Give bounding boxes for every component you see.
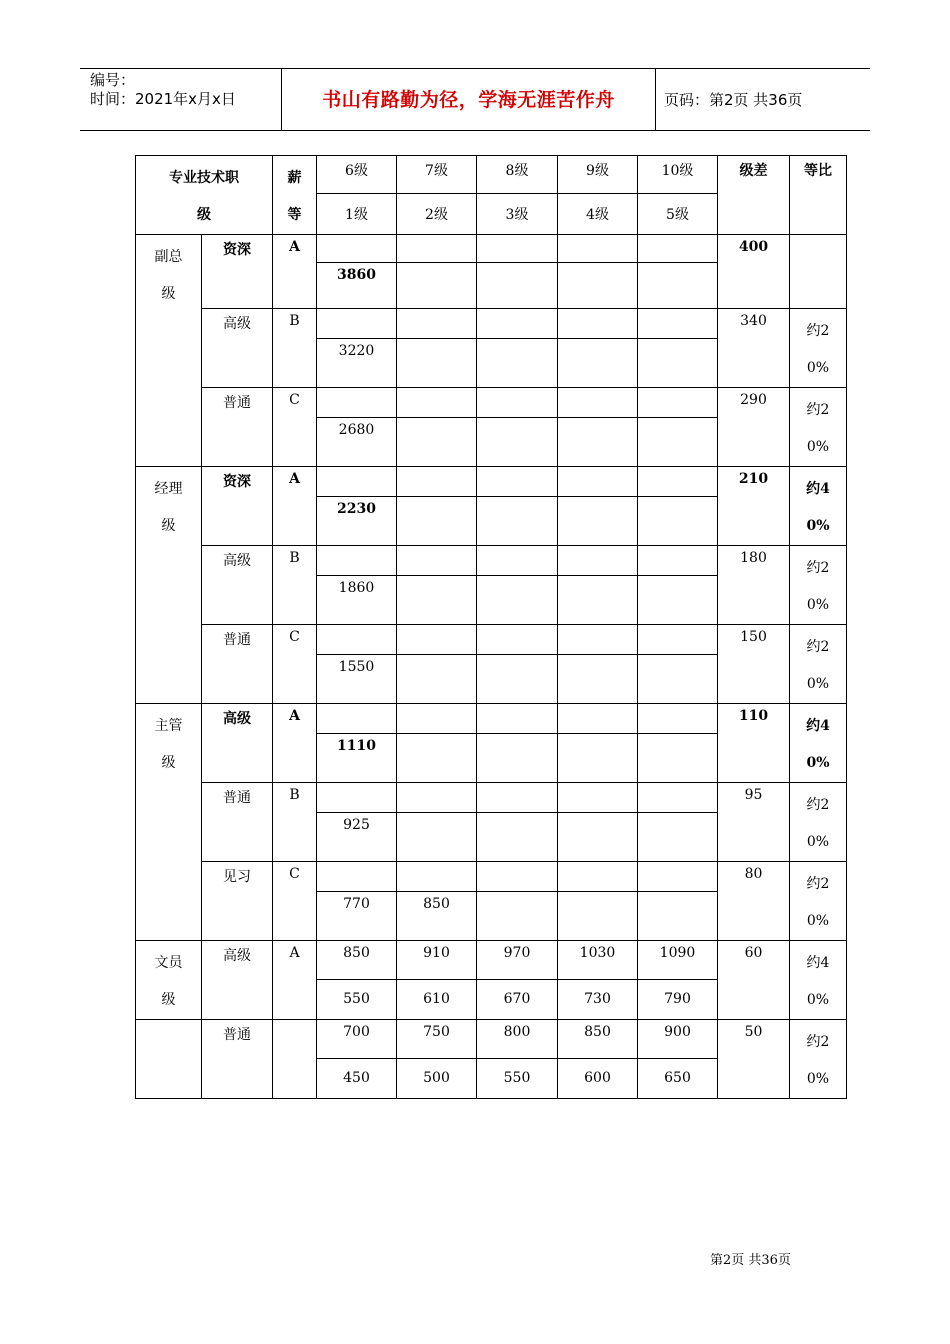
salary-value [477, 235, 558, 263]
grade-ratio-text: 约20% [806, 402, 830, 455]
header-divider [655, 69, 656, 130]
salary-value [317, 546, 397, 576]
salary-value [558, 388, 638, 418]
salary-value [558, 263, 638, 309]
pay-grade: C [273, 862, 317, 941]
salary-value [638, 891, 718, 940]
header-level-bottom: 1级 [317, 194, 397, 235]
grade-diff: 110 [718, 704, 790, 783]
salary-value: 850 [397, 891, 477, 940]
salary-value [317, 862, 397, 892]
header-diff: 级差 [718, 156, 790, 235]
header-level-top: 8级 [477, 156, 558, 194]
salary-value [397, 783, 477, 813]
sub-grade: 高级 [202, 941, 273, 1020]
pay-grade: A [273, 235, 317, 309]
salary-value [397, 546, 477, 576]
salary-value: 1110 [317, 733, 397, 782]
header-level-bottom: 3级 [477, 194, 558, 235]
salary-value: 700 [317, 1020, 397, 1059]
salary-value [638, 417, 718, 466]
salary-value [477, 388, 558, 418]
salary-value [558, 783, 638, 813]
salary-value [477, 812, 558, 861]
header-level-top: 6级 [317, 156, 397, 194]
salary-value: 600 [558, 1058, 638, 1098]
sub-grade: 高级 [202, 546, 273, 625]
salary-table [135, 155, 847, 1099]
salary-value [558, 654, 638, 703]
salary-value [638, 546, 718, 576]
salary-value [638, 862, 718, 892]
salary-value [477, 546, 558, 576]
salary-value [477, 575, 558, 624]
salary-value [638, 575, 718, 624]
grade-ratio [790, 309, 847, 388]
group-name [136, 704, 202, 941]
salary-value: 1090 [638, 941, 718, 980]
salary-value [558, 338, 638, 387]
pay-grade: C [273, 625, 317, 704]
salary-value: 1030 [558, 941, 638, 980]
grade-ratio-text: 约20% [806, 1034, 830, 1087]
table-row [136, 704, 847, 734]
sub-grade: 普通 [202, 625, 273, 704]
salary-value [397, 263, 477, 309]
salary-value [477, 891, 558, 940]
header-motto: 书山有路勤为径，学海无涯苦作舟 [322, 89, 615, 111]
sub-grade: 高级 [202, 309, 273, 388]
header-title [136, 156, 273, 235]
salary-value [477, 263, 558, 309]
sub-grade: 普通 [202, 783, 273, 862]
table-row [136, 235, 847, 263]
salary-value: 790 [638, 979, 718, 1019]
grade-diff: 290 [718, 388, 790, 467]
salary-value [397, 338, 477, 387]
salary-value [638, 338, 718, 387]
sub-grade: 资深 [202, 467, 273, 546]
salary-value [397, 575, 477, 624]
salary-value [397, 733, 477, 782]
header-page-info: 页码：第2页 共36页 [664, 91, 803, 109]
sub-grade: 见习 [202, 862, 273, 941]
salary-value [638, 467, 718, 497]
salary-value [317, 704, 397, 734]
salary-value [638, 388, 718, 418]
group-name [136, 235, 202, 467]
table-row [136, 467, 847, 497]
salary-value [477, 704, 558, 734]
salary-value [558, 733, 638, 782]
grade-diff: 50 [718, 1020, 790, 1099]
grade-ratio [790, 1020, 847, 1099]
grade-ratio-text: 约20% [806, 876, 830, 929]
salary-value: 650 [638, 1058, 718, 1098]
header-level-bottom: 2级 [397, 194, 477, 235]
salary-value: 770 [317, 891, 397, 940]
salary-value [397, 235, 477, 263]
grade-diff: 180 [718, 546, 790, 625]
grade-ratio [790, 704, 847, 783]
grade-ratio [790, 862, 847, 941]
salary-value [558, 625, 638, 655]
sub-grade: 普通 [202, 388, 273, 467]
grade-diff: 340 [718, 309, 790, 388]
grade-ratio [790, 388, 847, 467]
group-name-text: 副总级 [154, 249, 183, 302]
grade-diff: 150 [718, 625, 790, 704]
salary-value: 970 [477, 941, 558, 980]
salary-value [638, 733, 718, 782]
table-row [136, 546, 847, 576]
grade-ratio-text: 约40% [806, 718, 830, 771]
pay-grade: A [273, 941, 317, 1020]
pay-grade: A [273, 467, 317, 546]
salary-value [397, 417, 477, 466]
salary-value [558, 467, 638, 497]
group-name [136, 1020, 202, 1099]
grade-ratio [790, 625, 847, 704]
group-name-text: 文员级 [154, 955, 183, 1008]
grade-ratio-text: 约20% [806, 323, 830, 376]
table-header-row [136, 156, 847, 194]
salary-value [317, 388, 397, 418]
pay-grade: B [273, 546, 317, 625]
grade-ratio [790, 783, 847, 862]
salary-value: 3860 [317, 263, 397, 309]
salary-value [638, 625, 718, 655]
salary-value: 550 [477, 1058, 558, 1098]
salary-value [558, 417, 638, 466]
salary-value [477, 417, 558, 466]
sub-grade: 高级 [202, 704, 273, 783]
salary-value [638, 263, 718, 309]
header-ratio: 等比 [790, 156, 847, 235]
group-name-text: 主管级 [154, 718, 183, 771]
table-row [136, 862, 847, 892]
header-pay-grade-text: 薪等 [287, 170, 302, 223]
table-row [136, 388, 847, 418]
group-name [136, 941, 202, 1020]
salary-value [638, 235, 718, 263]
salary-value [397, 496, 477, 545]
salary-value [477, 654, 558, 703]
salary-value [558, 546, 638, 576]
header-meta [90, 71, 280, 109]
grade-ratio [790, 467, 847, 546]
table-row [136, 941, 847, 980]
salary-value [477, 309, 558, 339]
salary-value [477, 625, 558, 655]
salary-value [477, 338, 558, 387]
salary-value [397, 812, 477, 861]
pay-grade [273, 1020, 317, 1099]
salary-value [638, 783, 718, 813]
salary-value: 610 [397, 979, 477, 1019]
pay-grade: C [273, 388, 317, 467]
salary-value [397, 467, 477, 497]
salary-value [477, 496, 558, 545]
salary-value [558, 704, 638, 734]
salary-value [397, 704, 477, 734]
salary-value [638, 496, 718, 545]
grade-diff: 95 [718, 783, 790, 862]
grade-ratio-text: 约40% [806, 481, 830, 534]
salary-value [317, 783, 397, 813]
salary-value: 2680 [317, 417, 397, 466]
salary-value [317, 467, 397, 497]
sub-grade: 普通 [202, 1020, 273, 1099]
group-name [136, 467, 202, 704]
grade-diff: 80 [718, 862, 790, 941]
group-name-text: 经理级 [154, 481, 183, 534]
salary-value: 910 [397, 941, 477, 980]
table-row [136, 625, 847, 655]
number-label: 编号： [90, 71, 136, 89]
grade-ratio-text: 约20% [806, 797, 830, 850]
grade-diff: 210 [718, 467, 790, 546]
salary-value: 730 [558, 979, 638, 1019]
pay-grade: B [273, 783, 317, 862]
salary-value [397, 388, 477, 418]
salary-value [477, 733, 558, 782]
salary-value [477, 467, 558, 497]
grade-diff: 60 [718, 941, 790, 1020]
salary-value [397, 654, 477, 703]
salary-value [638, 704, 718, 734]
salary-value: 450 [317, 1058, 397, 1098]
salary-value: 850 [317, 941, 397, 980]
salary-value [558, 496, 638, 545]
salary-value: 3220 [317, 338, 397, 387]
salary-value [558, 891, 638, 940]
salary-value [397, 625, 477, 655]
salary-value [477, 862, 558, 892]
salary-value [558, 812, 638, 861]
salary-value [558, 309, 638, 339]
page-header [80, 68, 870, 131]
grade-ratio [790, 235, 847, 309]
salary-value [317, 309, 397, 339]
header-pay-grade [273, 156, 317, 235]
salary-value [558, 575, 638, 624]
salary-value [558, 235, 638, 263]
time-label: 时间：2021年x月x日 [90, 90, 236, 108]
header-level-bottom: 4级 [558, 194, 638, 235]
salary-value: 1860 [317, 575, 397, 624]
salary-value [558, 862, 638, 892]
salary-value [638, 654, 718, 703]
table-row [136, 309, 847, 339]
salary-value [397, 309, 477, 339]
sub-grade: 资深 [202, 235, 273, 309]
salary-value: 670 [477, 979, 558, 1019]
header-level-top: 9级 [558, 156, 638, 194]
salary-value [317, 625, 397, 655]
table-row [136, 783, 847, 813]
table-row [136, 1020, 847, 1059]
salary-value: 550 [317, 979, 397, 1019]
header-level-bottom: 5级 [638, 194, 718, 235]
grade-ratio-text: 约20% [806, 639, 830, 692]
salary-value: 2230 [317, 496, 397, 545]
grade-ratio [790, 546, 847, 625]
salary-value: 500 [397, 1058, 477, 1098]
salary-value: 1550 [317, 654, 397, 703]
salary-value [317, 235, 397, 263]
pay-grade: B [273, 309, 317, 388]
grade-diff: 400 [718, 235, 790, 309]
grade-ratio-text: 约20% [806, 560, 830, 613]
salary-value [638, 812, 718, 861]
salary-value [638, 309, 718, 339]
header-title-text: 专业技术职级 [169, 170, 239, 223]
salary-value [397, 862, 477, 892]
salary-value [477, 783, 558, 813]
pay-grade: A [273, 704, 317, 783]
salary-value: 800 [477, 1020, 558, 1059]
header-level-top: 10级 [638, 156, 718, 194]
grade-ratio [790, 941, 847, 1020]
salary-value: 925 [317, 812, 397, 861]
salary-value: 900 [638, 1020, 718, 1059]
grade-ratio-text: 约40% [806, 955, 830, 1008]
footer-page-info: 第2页 共36页 [710, 1253, 791, 1268]
salary-value: 850 [558, 1020, 638, 1059]
header-level-top: 7级 [397, 156, 477, 194]
salary-value: 750 [397, 1020, 477, 1059]
